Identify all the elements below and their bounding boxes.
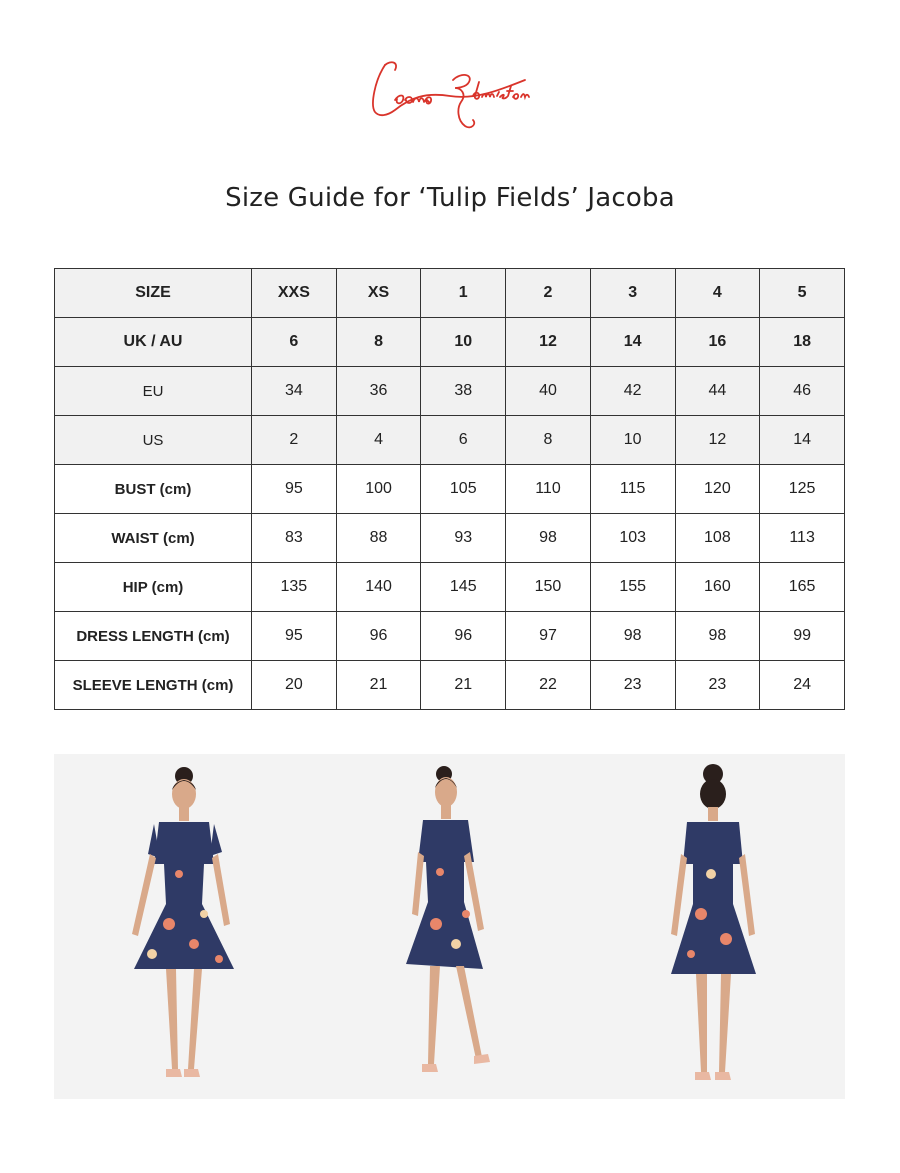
table-row-hip bbox=[55, 563, 845, 612]
table-cell: 98 bbox=[506, 514, 591, 563]
table-row-bust bbox=[55, 465, 845, 514]
table-cell: 20 bbox=[252, 661, 337, 710]
table-cell: 14 bbox=[590, 318, 675, 367]
table-cell: 10 bbox=[590, 416, 675, 465]
row-label: UK / AU bbox=[55, 318, 252, 367]
row-label: US bbox=[55, 416, 252, 465]
row-label: DRESS LENGTH (cm) bbox=[55, 612, 252, 661]
table-cell: 145 bbox=[421, 563, 506, 612]
table-cell: 96 bbox=[421, 612, 506, 661]
logo-script-drawing bbox=[355, 50, 545, 150]
size-cell: 5 bbox=[760, 269, 845, 318]
row-label: BUST (cm) bbox=[55, 465, 252, 514]
table-cell: 22 bbox=[506, 661, 591, 710]
model-back-photo bbox=[581, 754, 845, 1099]
table-cell: 14 bbox=[760, 416, 845, 465]
table-cell: 99 bbox=[760, 612, 845, 661]
table-cell: 97 bbox=[506, 612, 591, 661]
row-label: EU bbox=[55, 367, 252, 416]
size-cell: 1 bbox=[421, 269, 506, 318]
table-header-row bbox=[55, 269, 845, 318]
table-cell: 113 bbox=[760, 514, 845, 563]
size-cell: 2 bbox=[506, 269, 591, 318]
size-cell: XXS bbox=[252, 269, 337, 318]
size-cell: 3 bbox=[590, 269, 675, 318]
table-cell: 6 bbox=[252, 318, 337, 367]
model-photo-strip bbox=[54, 754, 845, 1099]
table-cell: 44 bbox=[675, 367, 760, 416]
table-cell: 140 bbox=[336, 563, 421, 612]
size-guide-table bbox=[54, 268, 845, 710]
table-cell: 18 bbox=[760, 318, 845, 367]
table-row-sleeve-length bbox=[55, 661, 845, 710]
brand-logo bbox=[355, 50, 545, 150]
table-row-dress-length bbox=[55, 612, 845, 661]
table-cell: 23 bbox=[590, 661, 675, 710]
table-cell: 8 bbox=[336, 318, 421, 367]
model-front-photo bbox=[54, 754, 318, 1099]
table-cell: 95 bbox=[252, 465, 337, 514]
table-cell: 83 bbox=[252, 514, 337, 563]
table-cell: 98 bbox=[675, 612, 760, 661]
table-cell: 42 bbox=[590, 367, 675, 416]
table-cell: 6 bbox=[421, 416, 506, 465]
table-cell: 12 bbox=[506, 318, 591, 367]
table-cell: 21 bbox=[336, 661, 421, 710]
table-cell: 46 bbox=[760, 367, 845, 416]
table-cell: 98 bbox=[590, 612, 675, 661]
table-cell: 24 bbox=[760, 661, 845, 710]
model-side-photo bbox=[318, 754, 582, 1099]
table-cell: 34 bbox=[252, 367, 337, 416]
table-cell: 100 bbox=[336, 465, 421, 514]
size-cell: 4 bbox=[675, 269, 760, 318]
size-cell: XS bbox=[336, 269, 421, 318]
table-cell: 108 bbox=[675, 514, 760, 563]
table-cell: 95 bbox=[252, 612, 337, 661]
row-label: WAIST (cm) bbox=[55, 514, 252, 563]
table-cell: 4 bbox=[336, 416, 421, 465]
table-cell: 135 bbox=[252, 563, 337, 612]
table-cell: 105 bbox=[421, 465, 506, 514]
table-row-waist bbox=[55, 514, 845, 563]
row-label: SLEEVE LENGTH (cm) bbox=[55, 661, 252, 710]
table-cell: 125 bbox=[760, 465, 845, 514]
table-cell: 2 bbox=[252, 416, 337, 465]
table-cell: 36 bbox=[336, 367, 421, 416]
table-cell: 96 bbox=[336, 612, 421, 661]
table-row-us bbox=[55, 416, 845, 465]
table-cell: 165 bbox=[760, 563, 845, 612]
table-cell: 10 bbox=[421, 318, 506, 367]
table-cell: 16 bbox=[675, 318, 760, 367]
table-cell: 21 bbox=[421, 661, 506, 710]
table-cell: 115 bbox=[590, 465, 675, 514]
table-cell: 8 bbox=[506, 416, 591, 465]
table-cell: 38 bbox=[421, 367, 506, 416]
table-cell: 110 bbox=[506, 465, 591, 514]
table-cell: 120 bbox=[675, 465, 760, 514]
table-cell: 93 bbox=[421, 514, 506, 563]
table-cell: 88 bbox=[336, 514, 421, 563]
page-title: Size Guide for ‘Tulip Fields’ Jacoba bbox=[225, 183, 675, 213]
table-cell: 40 bbox=[506, 367, 591, 416]
table-cell: 12 bbox=[675, 416, 760, 465]
table-row-uk-au bbox=[55, 318, 845, 367]
table-cell: 155 bbox=[590, 563, 675, 612]
table-header-label: SIZE bbox=[55, 269, 252, 318]
table-cell: 103 bbox=[590, 514, 675, 563]
table-cell: 150 bbox=[506, 563, 591, 612]
row-label: HIP (cm) bbox=[55, 563, 252, 612]
table-cell: 160 bbox=[675, 563, 760, 612]
table-cell: 23 bbox=[675, 661, 760, 710]
table-row-eu bbox=[55, 367, 845, 416]
